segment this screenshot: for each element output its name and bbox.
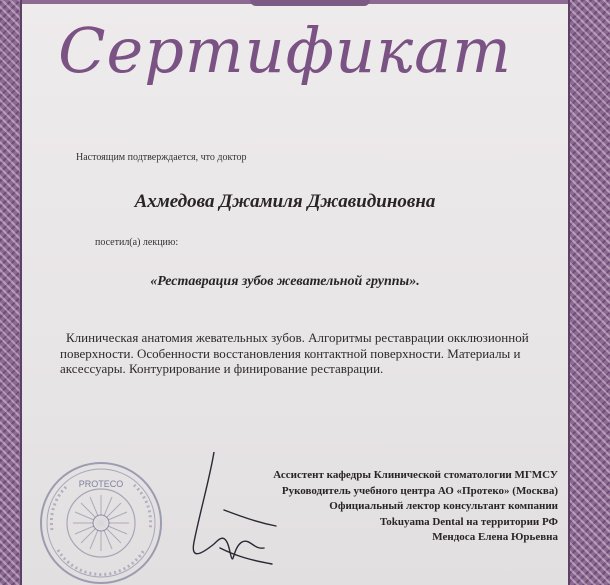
lecture-title: «Реставрация зубов жевательной группы». (150, 274, 420, 289)
signatory-name: Мендоса Елена Юрьевна (432, 531, 558, 543)
signatory-line-1: Ассистент кафедры Клинической стоматологии МГМСУ (273, 469, 558, 481)
certificate-title: Сертификат (58, 14, 512, 87)
signatory-block (273, 468, 558, 546)
attended-text: посетил(а) лекцию: (95, 237, 179, 248)
top-ornament (250, 0, 370, 6)
intro-text: Настоящим подтверждается, что доктор (76, 152, 247, 163)
signature-icon (180, 452, 280, 582)
recipient-name: Ахмедова Джамиля Джавидиновна (134, 191, 436, 212)
right-ornamental-border (568, 0, 610, 585)
stamp-seal-icon (38, 460, 164, 585)
stamp-center-text: PROTECO (78, 479, 124, 489)
lecture-description: Клиническая анатомия жевательных зубов. Алгоритмы реставрации окклюзионной поверхности. Особенности восстановления контактной поверхности. Материалы и аксессуары. Контурирование и финирование реставрации. (60, 330, 529, 376)
signatory-line-3: Официальный лектор консультант компании (329, 500, 558, 512)
signatory-line-4: Tokuyama Dental на территории РФ (379, 515, 558, 528)
left-ornamental-border (0, 0, 22, 585)
signatory-line-2: Руководитель учебного центра АО «Протеко» (Москва) (281, 484, 558, 497)
